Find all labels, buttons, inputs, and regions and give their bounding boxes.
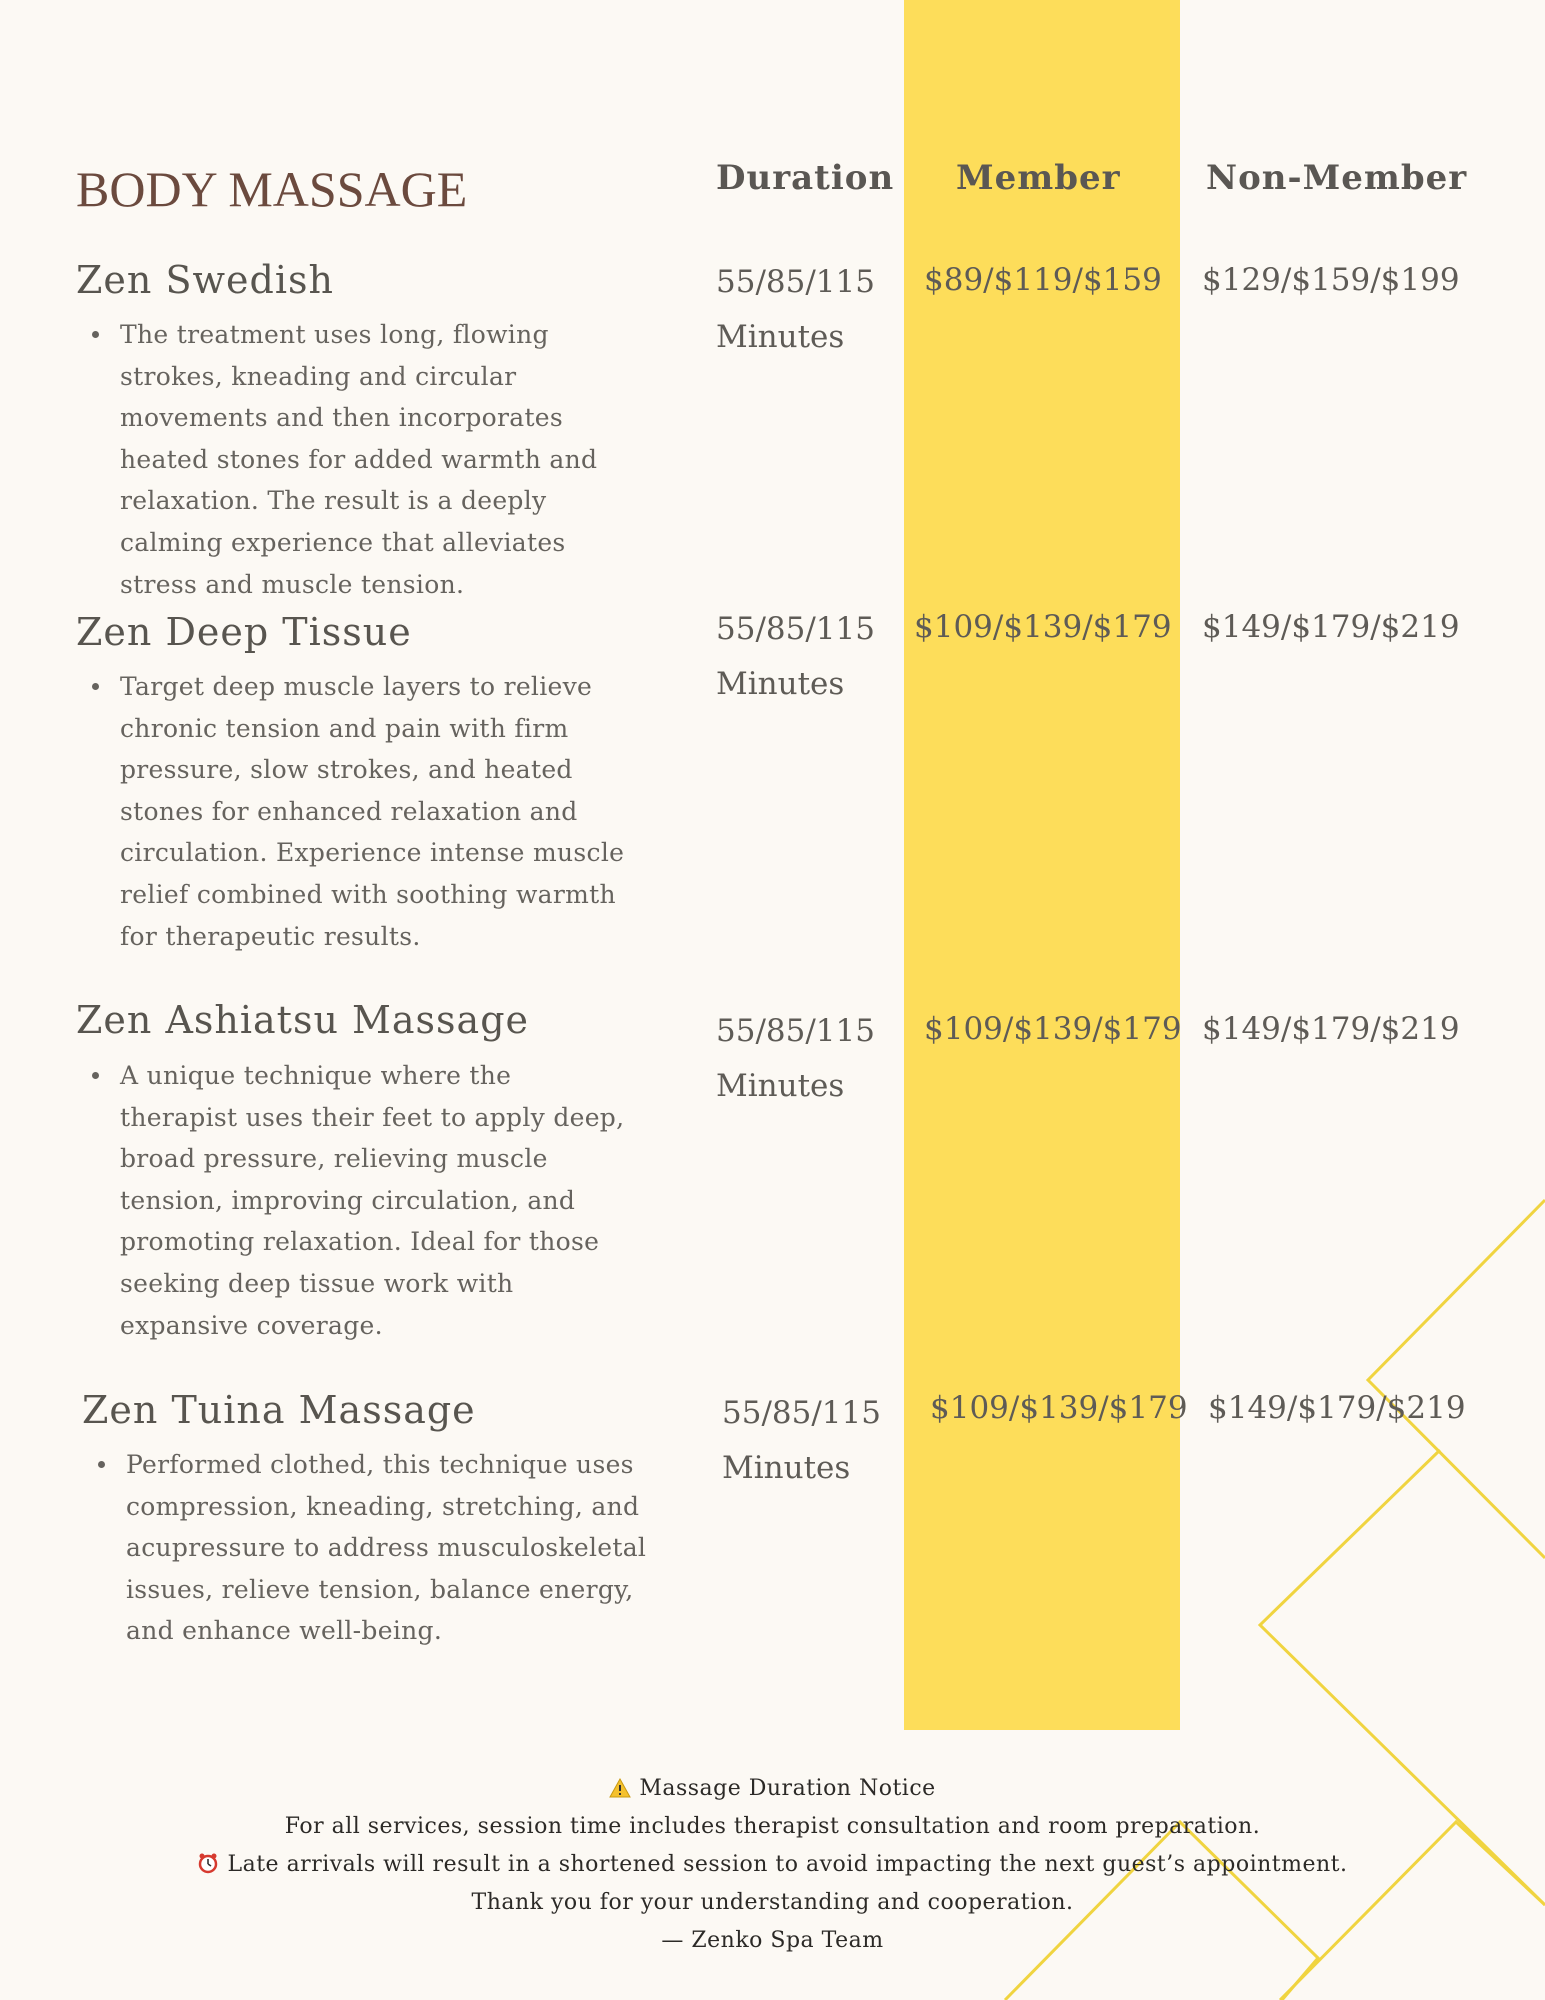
- service-description: [76, 1055, 636, 1346]
- service-name: Zen Tuina Massage: [82, 1388, 476, 1432]
- service-description-item: The treatment uses long, flowing strokes, kneading and circular movements and then incorporates heated stones for added warmth and relaxation. The result is a deeply calming experience that alleviates stress and muscle tension.: [76, 314, 636, 605]
- non-member-price: $149/$179/$219: [1208, 1390, 1466, 1426]
- service-name: Zen Swedish: [76, 258, 334, 302]
- service-description-item: Target deep muscle layers to relieve chronic tension and pain with firm pressure, slow strokes, and heated stones for enhanced relaxation and circulation. Experience intense muscle relief combined with soothing warmth for therapeutic results.: [76, 666, 636, 957]
- member-price: $109/$139/$179: [914, 609, 1172, 645]
- service-description: [82, 1444, 652, 1652]
- duration-notice: [0, 1770, 1545, 1960]
- member-price: $109/$139/$179: [930, 1390, 1188, 1426]
- warning-icon: [609, 1778, 631, 1798]
- service-duration: 55/85/115 Minutes: [716, 264, 875, 355]
- member-price: $109/$139/$179: [924, 1011, 1182, 1047]
- notice-title-line: [0, 1770, 1545, 1808]
- non-member-price: $149/$179/$219: [1202, 609, 1460, 645]
- notice-line-3: Thank you for your understanding and cooperation.: [471, 1890, 1074, 1915]
- service-description-item: A unique technique where the therapist uses their feet to apply deep, broad pressure, relieving muscle tension, improving circulation, and promoting relaxation. Ideal for those seeking deep tissue work with expansive coverage.: [76, 1055, 636, 1346]
- member-column-highlight: [904, 0, 1180, 1730]
- notice-line-2-row: [0, 1846, 1545, 1884]
- section-title: BODY MASSAGE: [76, 161, 468, 217]
- non-member-price: $129/$159/$199: [1202, 262, 1460, 298]
- notice-signature: — Zenko Spa Team: [661, 1928, 884, 1953]
- service-description: [76, 314, 636, 605]
- service-duration: 55/85/115 Minutes: [716, 611, 875, 702]
- non-member-price: $149/$179/$219: [1202, 1011, 1460, 1047]
- notice-title: Massage Duration Notice: [639, 1776, 936, 1801]
- alarm-clock-icon: [197, 1852, 219, 1874]
- service-duration: 55/85/115 Minutes: [722, 1395, 881, 1486]
- deco-line-1: [1368, 1200, 1545, 1558]
- service-description-item: Performed clothed, this technique uses compression, kneading, stretching, and acupressure to address musculoskeletal issues, relieve tension, balance energy, and enhance well-being.: [82, 1444, 652, 1652]
- column-header-member: Member: [956, 158, 1121, 198]
- service-duration: 55/85/115 Minutes: [716, 1013, 875, 1104]
- service-name: Zen Deep Tissue: [76, 610, 412, 654]
- column-header-duration: Duration: [716, 158, 895, 198]
- service-description: [76, 666, 636, 957]
- service-name: Zen Ashiatsu Massage: [76, 998, 530, 1042]
- member-price: $89/$119/$159: [924, 262, 1162, 298]
- column-header-non-member: Non-Member: [1206, 158, 1468, 198]
- notice-line-2: Late arrivals will result in a shortened session to avoid impacting the next guest’s appointment.: [227, 1852, 1348, 1877]
- notice-line-1: For all services, session time includes therapist consultation and room preparation.: [284, 1814, 1261, 1839]
